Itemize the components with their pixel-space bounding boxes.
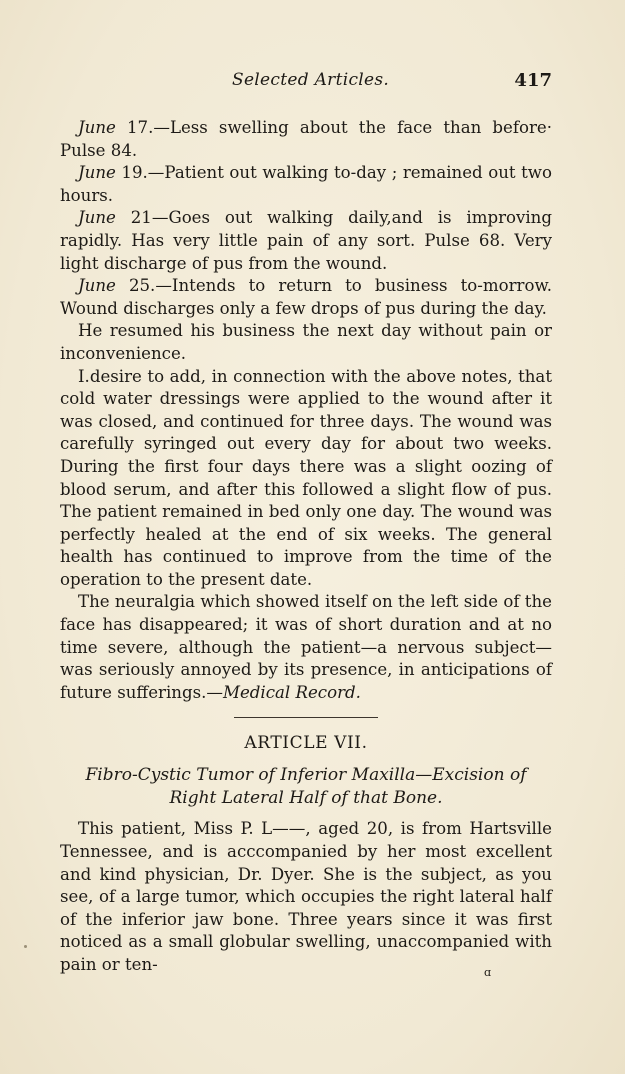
section-divider [234,717,378,718]
entry-text: 17.—Less swelling about the face than before· Pulse 84. [60,118,552,160]
article-body: This patient, Miss P. L——, aged 20, is from Hartsville Tennessee, and is acccompanied by her most excellent and kind physician, Dr. Dyer. She is the subject, as you see, of a large tumor, which occupies the right lateral half of the inferior jaw bone. Three years since it was first noticed as a small globular swelling, unaccompanied with pain or ten- [60,819,552,974]
neuralgia-text: The neuralgia which showed itself on the left side of the face has disappeared; it was of short duration and at no time severe, although the patient—a nervous subject—was seriously annoyed by its presence, in anticipations of future sufferings.— [60,592,552,702]
entry-text: 21—Goes out walking daily,and is improving rapidly. Has very little pain of any sort. Pulse 68. Very light discharge of pus from the wound. [60,208,552,273]
paragraph-aftercare: I.desire to add, in connection with the above notes, that cold water dressings were applied to the wound after it was closed, and continued for three days. The wound was carefully syringed out every day for about two weeks. During the first four days there was a slight oozing of blood serum, and after this followed a slight flow of pus. The patient remained in bed only one day. The wound was perfectly healed at the end of six weeks. The general health has continued to improve from the time of the operation to the present date. [60,366,552,589]
entry-date: June [78,276,116,296]
entry-june-21 [60,207,552,275]
article-title-line-2: Right Lateral Half of that Bone. [169,788,443,809]
entry-june-25 [60,275,552,320]
spacer [60,810,552,818]
entry-june-19 [60,162,552,207]
source-citation: Medical Record. [222,682,361,702]
page-header [60,70,552,96]
page-speck [24,945,27,948]
entry-june-17 [60,117,552,162]
entry-date: June [78,163,116,183]
page-body [60,117,552,977]
paragraph-neuralgia [60,591,552,704]
page-number: 417 [514,70,552,91]
article-heading: ARTICLE VII. [244,733,368,754]
paragraph-resumed: He resumed his business the next day without pain or inconvenience. [60,321,552,363]
entry-date: June [78,208,116,228]
entry-date: June [78,118,116,137]
signature-mark: ɑ [484,966,492,979]
article-title [60,764,552,810]
article-title-line-1: Fibro-Cystic Tumor of Inferior Maxilla—Excision of [85,765,527,786]
entry-text: 19.—Patient out walking to-day ; remained out two hours. [60,163,552,205]
running-title: Selected Articles. [232,70,390,90]
entry-text: 25.—Intends to return to business to-morrow. Wound discharges only a few drops of pus during the day. [60,276,552,318]
